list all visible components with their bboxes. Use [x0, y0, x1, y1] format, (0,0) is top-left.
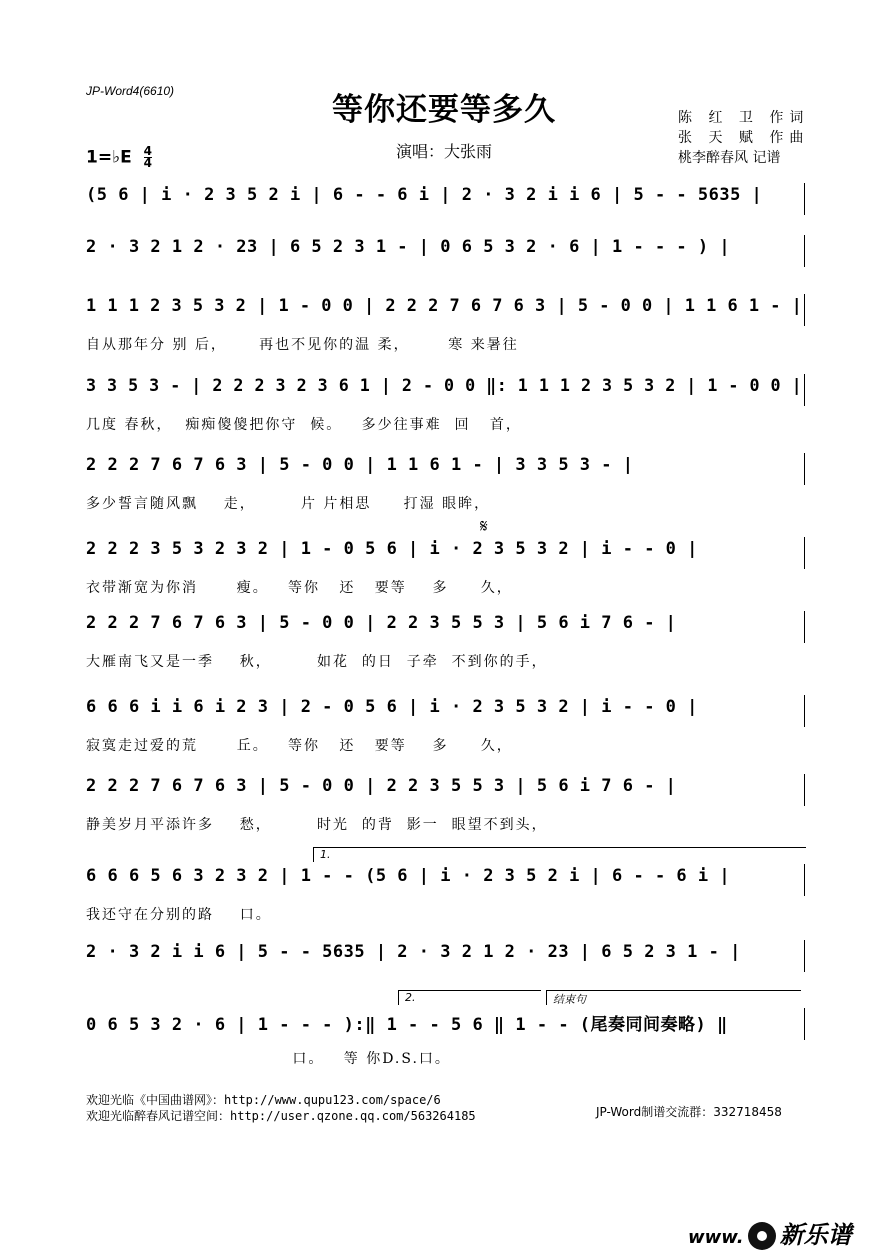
score-line	[86, 455, 806, 489]
key-signature	[86, 146, 152, 169]
time-top: 4	[143, 144, 152, 158]
lyric-row: 口。 等 你D.S.口。	[86, 1051, 451, 1067]
singer: 演唱：大张雨	[396, 142, 493, 161]
software-label: JP-Word4(6610)	[86, 84, 175, 98]
barline	[804, 374, 805, 406]
lyric-row: 自从那年分 别 后， 再也不见你的温 柔， 寒 来暑往	[86, 337, 519, 353]
transcriber-credit: 桃李醉春风 记谱	[678, 150, 781, 166]
barline	[804, 940, 805, 972]
note-row: 1 1 1 2 3 5 3 2 | 1 - 0 0 | 2 2 2 7 6 7 6 3 | 5 - 0 0 | 1 1 6 1 - |	[86, 296, 803, 316]
barline	[804, 774, 805, 806]
coda-ending-label: 结束句	[553, 993, 586, 1006]
first-ending	[313, 847, 806, 862]
barline	[804, 1008, 805, 1040]
score-line	[86, 237, 806, 271]
score-line	[86, 539, 806, 573]
segno-sign: 𝄋	[480, 516, 488, 537]
barline	[804, 537, 805, 569]
note-row: 6 6 6 i i 6 i 2 3 | 2 - 0 5 6 | i · 2 3 5 3 2 | i - - 0 |	[86, 697, 698, 717]
barline	[804, 235, 805, 267]
score-line	[86, 866, 806, 900]
note-row: 2 2 2 7 6 7 6 3 | 5 - 0 0 | 2 2 3 5 5 3 | 5 6 i 7 6 - |	[86, 613, 677, 633]
lyric-row: 我还守在分别的路 口。	[86, 907, 272, 923]
disc-icon	[748, 1222, 776, 1250]
note-row: 2 · 3 2 1 2 · 23 | 6 5 2 3 1 - | 0 6 5 3 2 · 6 | 1 - - - ) |	[86, 237, 731, 257]
barline	[804, 453, 805, 485]
lyric-row: 几度 春秋， 痴痴傻傻把你守 候。 多少往事难 回 首，	[86, 417, 522, 433]
lyric-row: 寂寞走过爱的荒 丘。 等你 还 要等 多 久，	[86, 738, 513, 754]
footer-line-qupu[interactable]: 欢迎光临《中国曲谱网》：http://www.qupu123.com/space/6	[86, 1093, 441, 1107]
brand-logo[interactable]	[688, 1215, 852, 1250]
score-line	[86, 776, 806, 810]
brand-www: www.	[688, 1227, 744, 1248]
song-title: 等你还要等多久	[332, 92, 556, 128]
credits	[678, 108, 809, 168]
score-line	[86, 1010, 806, 1044]
score-line	[86, 296, 806, 330]
barline	[804, 864, 805, 896]
key-label: 1=♭E	[86, 147, 132, 168]
note-row: 2 · 3 2 i i 6 | 5 - - 5635 | 2 · 3 2 1 2 · 23 | 6 5 2 3 1 - |	[86, 942, 741, 962]
time-signature	[144, 146, 152, 169]
score-line	[86, 697, 806, 731]
composer-credit: 张 天 赋 作曲	[678, 130, 810, 146]
note-row: 2 2 2 7 6 7 6 3 | 5 - 0 0 | 1 1 6 1 - | 3 3 5 3 - |	[86, 455, 634, 475]
qq-group: JP-Word制谱交流群：332718458	[596, 1105, 782, 1119]
lyric-row: 大雁南飞又是一季 秋， 如花 的日 子牵 不到你的手，	[86, 654, 548, 670]
barline	[804, 183, 805, 215]
brand-name: 新乐谱	[779, 1221, 852, 1249]
first-ending-label: 1.	[320, 848, 331, 861]
score-line	[86, 376, 806, 410]
note-row: 3 3 5 3 - | 2 2 2 3 2 3 6 1 | 2 - 0 0 ‖: 1 1 1 2 3 5 3 2 | 1 - 0 0 |	[86, 376, 803, 396]
second-ending	[398, 990, 541, 1005]
footer-links	[86, 1092, 476, 1124]
lyric-row: 衣带渐宽为你消 瘦。 等你 还 要等 多 久，	[86, 580, 513, 596]
note-row: 2 2 2 7 6 7 6 3 | 5 - 0 0 | 2 2 3 5 5 3 | 5 6 i 7 6 - |	[86, 776, 677, 796]
second-ending-label: 2.	[405, 991, 416, 1004]
barline	[804, 695, 805, 727]
lyricist-credit: 陈 红 卫 作词	[678, 110, 810, 126]
lyric-row: 多少誓言随风飘 走， 片 片相思 打湿 眼眸，	[86, 496, 491, 512]
footer-line-qzone[interactable]: 欢迎光临醉春风记谱空间：http://user.qzone.qq.com/563264185	[86, 1109, 476, 1123]
note-row: 6 6 6 5 6 3 2 3 2 | 1 - - (5 6 | i · 2 3 5 2 i | 6 - - 6 i |	[86, 866, 731, 886]
score-line	[86, 613, 806, 647]
time-bottom: 4	[143, 156, 152, 170]
note-row: 2 2 2 3 5 3 2 3 2 | 1 - 0 5 6 | i · 2 3 5 3 2 | i - - 0 |	[86, 539, 698, 559]
score-line	[86, 942, 806, 976]
note-row: (5 6 | i · 2 3 5 2 i | 6 - - 6 i | 2 · 3 2 i i 6 | 5 - - 5635 |	[86, 185, 763, 205]
barline	[804, 611, 805, 643]
note-row: 0 6 5 3 2 · 6 | 1 - - - ):‖ 1 - - 5 6 ‖ 1 - - (尾奏同间奏略) ‖	[86, 1015, 728, 1035]
score-line	[86, 185, 806, 219]
coda-ending	[546, 990, 801, 1005]
barline	[804, 294, 805, 326]
lyric-row: 静美岁月平添许多 愁， 时光 的背 影一 眼望不到头，	[86, 817, 548, 833]
